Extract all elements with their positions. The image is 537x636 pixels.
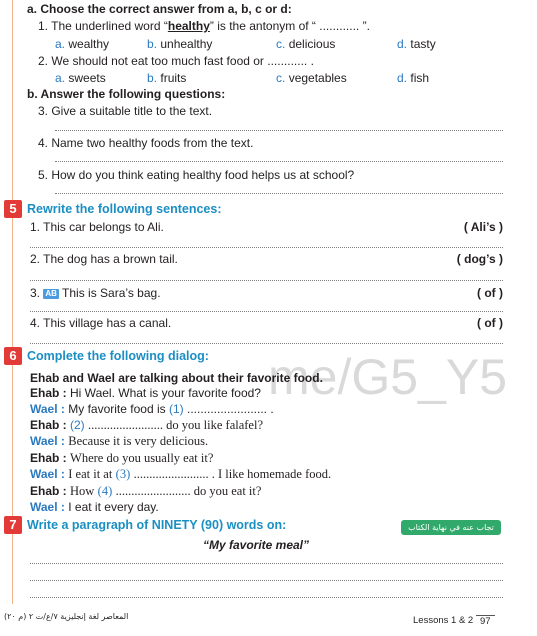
dialog-line [30,451,213,465]
rewrite-item-4: 4. This village has a canal. [30,316,172,330]
option-letter: d. [397,37,408,51]
answer-line [55,193,503,194]
option-text: fish [410,71,430,85]
option-b [147,71,186,85]
blank-number: (3) [115,467,131,481]
rewrite-hint-1: ( Ali’s ) [463,220,503,234]
rewrite-item-2: 2. The dog has a brown tail. [30,252,178,266]
dialog-blank: ........................ . [186,402,274,416]
option-letter: b. [147,71,158,85]
section-7-title: Write a paragraph of NINETY (90) words on: [27,518,287,532]
question-1-before: 1. The underlined word “ [38,19,168,33]
speaker-ehab: Ehab : [30,386,67,400]
option-text: fruits [160,71,187,85]
answer-line [30,247,503,248]
section-6-number: 6 [4,347,22,365]
answer-line [55,130,503,131]
dialog-line [30,467,331,481]
dialog-line [30,434,208,448]
rewrite-item-3-text: This is Sara’s bag. [62,286,161,300]
answer-line [30,580,503,581]
option-text: wealthy [68,37,110,51]
speaker-wael: Wael : [30,434,65,448]
option-text: delicious [288,37,336,51]
dialog-line [30,386,261,400]
answer-line [30,311,503,312]
margin-line [12,218,13,347]
question-3: 3. Give a suitable title to the text. [38,104,213,118]
speaker-ehab: Ehab : [30,451,67,465]
option-letter: a. [55,71,66,85]
option-b [147,37,212,51]
option-letter: a. [55,37,66,51]
speaker-wael: Wael : [30,467,65,481]
question-2: 2. We should not eat too much fast food or ............ . [38,54,314,68]
answer-line [30,343,503,344]
question-4: 4. Name two healthy foods from the text. [38,136,254,150]
ab-badge-icon: AB [45,289,57,298]
dialog-text: How [70,484,95,498]
dialog-text: My favorite food is [68,402,166,416]
speaker-wael: Wael : [30,500,65,514]
dialog-text: I eat it at [68,467,113,481]
option-letter: c. [276,71,286,85]
option-letter: d. [397,71,408,85]
dialog-text: Because it is very delicious. [68,434,209,448]
option-d [397,37,436,51]
margin-line [12,534,13,604]
rewrite-hint-2: ( dog’s ) [456,252,503,266]
rewrite-hint-4: ( of ) [477,316,503,330]
question-1 [38,19,370,33]
rewrite-item-1: 1. This car belongs to Ali. [30,220,164,234]
dialog-blank: ........................ . I like homemade food. [133,467,332,481]
option-text: sweets [68,71,106,85]
margin-line [12,0,13,200]
margin-line [12,365,13,516]
paragraph-topic: “My favorite meal” [202,538,310,552]
rewrite-item-3-number: 3. [30,286,41,300]
dialog-intro: Ehab and Wael are talking about their favorite food. [30,371,323,385]
option-c [276,71,347,85]
part-a-heading: a. Choose the correct answer from a, b, c or d: [27,2,292,16]
option-c [276,37,335,51]
option-letter: b. [147,37,158,51]
speaker-wael: Wael : [30,402,65,416]
part-b-heading: b. Answer the following questions: [27,87,226,101]
section-5-number: 5 [4,200,22,218]
question-5: 5. How do you think eating healthy food helps us at school? [38,168,355,182]
question-1-after: ” is the antonym of “ ............ ”. [209,19,370,33]
speaker-ehab: Ehab : [30,418,67,432]
blank-number: (4) [97,484,113,498]
option-text: tasty [410,37,436,51]
option-text: vegetables [288,71,347,85]
speaker-ehab: Ehab : [30,484,67,498]
answer-line [30,280,503,281]
dialog-line [30,402,274,416]
dialog-text: Where do you usually eat it? [70,451,214,465]
dialog-line [30,484,261,498]
dialog-text: Hi Wael. What is your favorite food? [70,386,261,400]
underlined-word: healthy [167,19,210,33]
rewrite-hint-3: ( of ) [477,286,503,300]
blank-number: (1) [168,402,184,416]
page-number: 97 [476,615,495,628]
answer-line [30,597,503,598]
section-7-number: 7 [4,516,22,534]
dialog-line [30,418,263,432]
dialog-blank: ........................ do you like falafel? [88,418,263,432]
rewrite-item-3 [30,286,161,300]
dialog-blank: ........................ do you eat it? [115,484,262,498]
option-a [55,71,106,85]
option-d [397,71,429,85]
answer-line [30,563,503,564]
section-6-title: Complete the following dialog: [27,349,209,363]
blank-number: (2) [70,418,85,432]
footer-lessons: Lessons 1 & 2 [413,615,474,626]
dialog-text: I eat it every day. [68,500,159,514]
option-letter: c. [276,37,286,51]
option-a [55,37,109,51]
option-text: unhealthy [160,37,213,51]
footer-book-title: المعاصر لغة إنجليزية ٧/ع/ت ٢ (م ٢٠) [4,612,129,621]
dialog-line [30,500,159,514]
section-5-title: Rewrite the following sentences: [27,202,222,216]
answer-line [55,161,503,162]
watermark: me/G5_Y5 [268,349,508,405]
answers-at-end-badge: تجاب عنه في نهاية الكتاب [401,520,501,535]
